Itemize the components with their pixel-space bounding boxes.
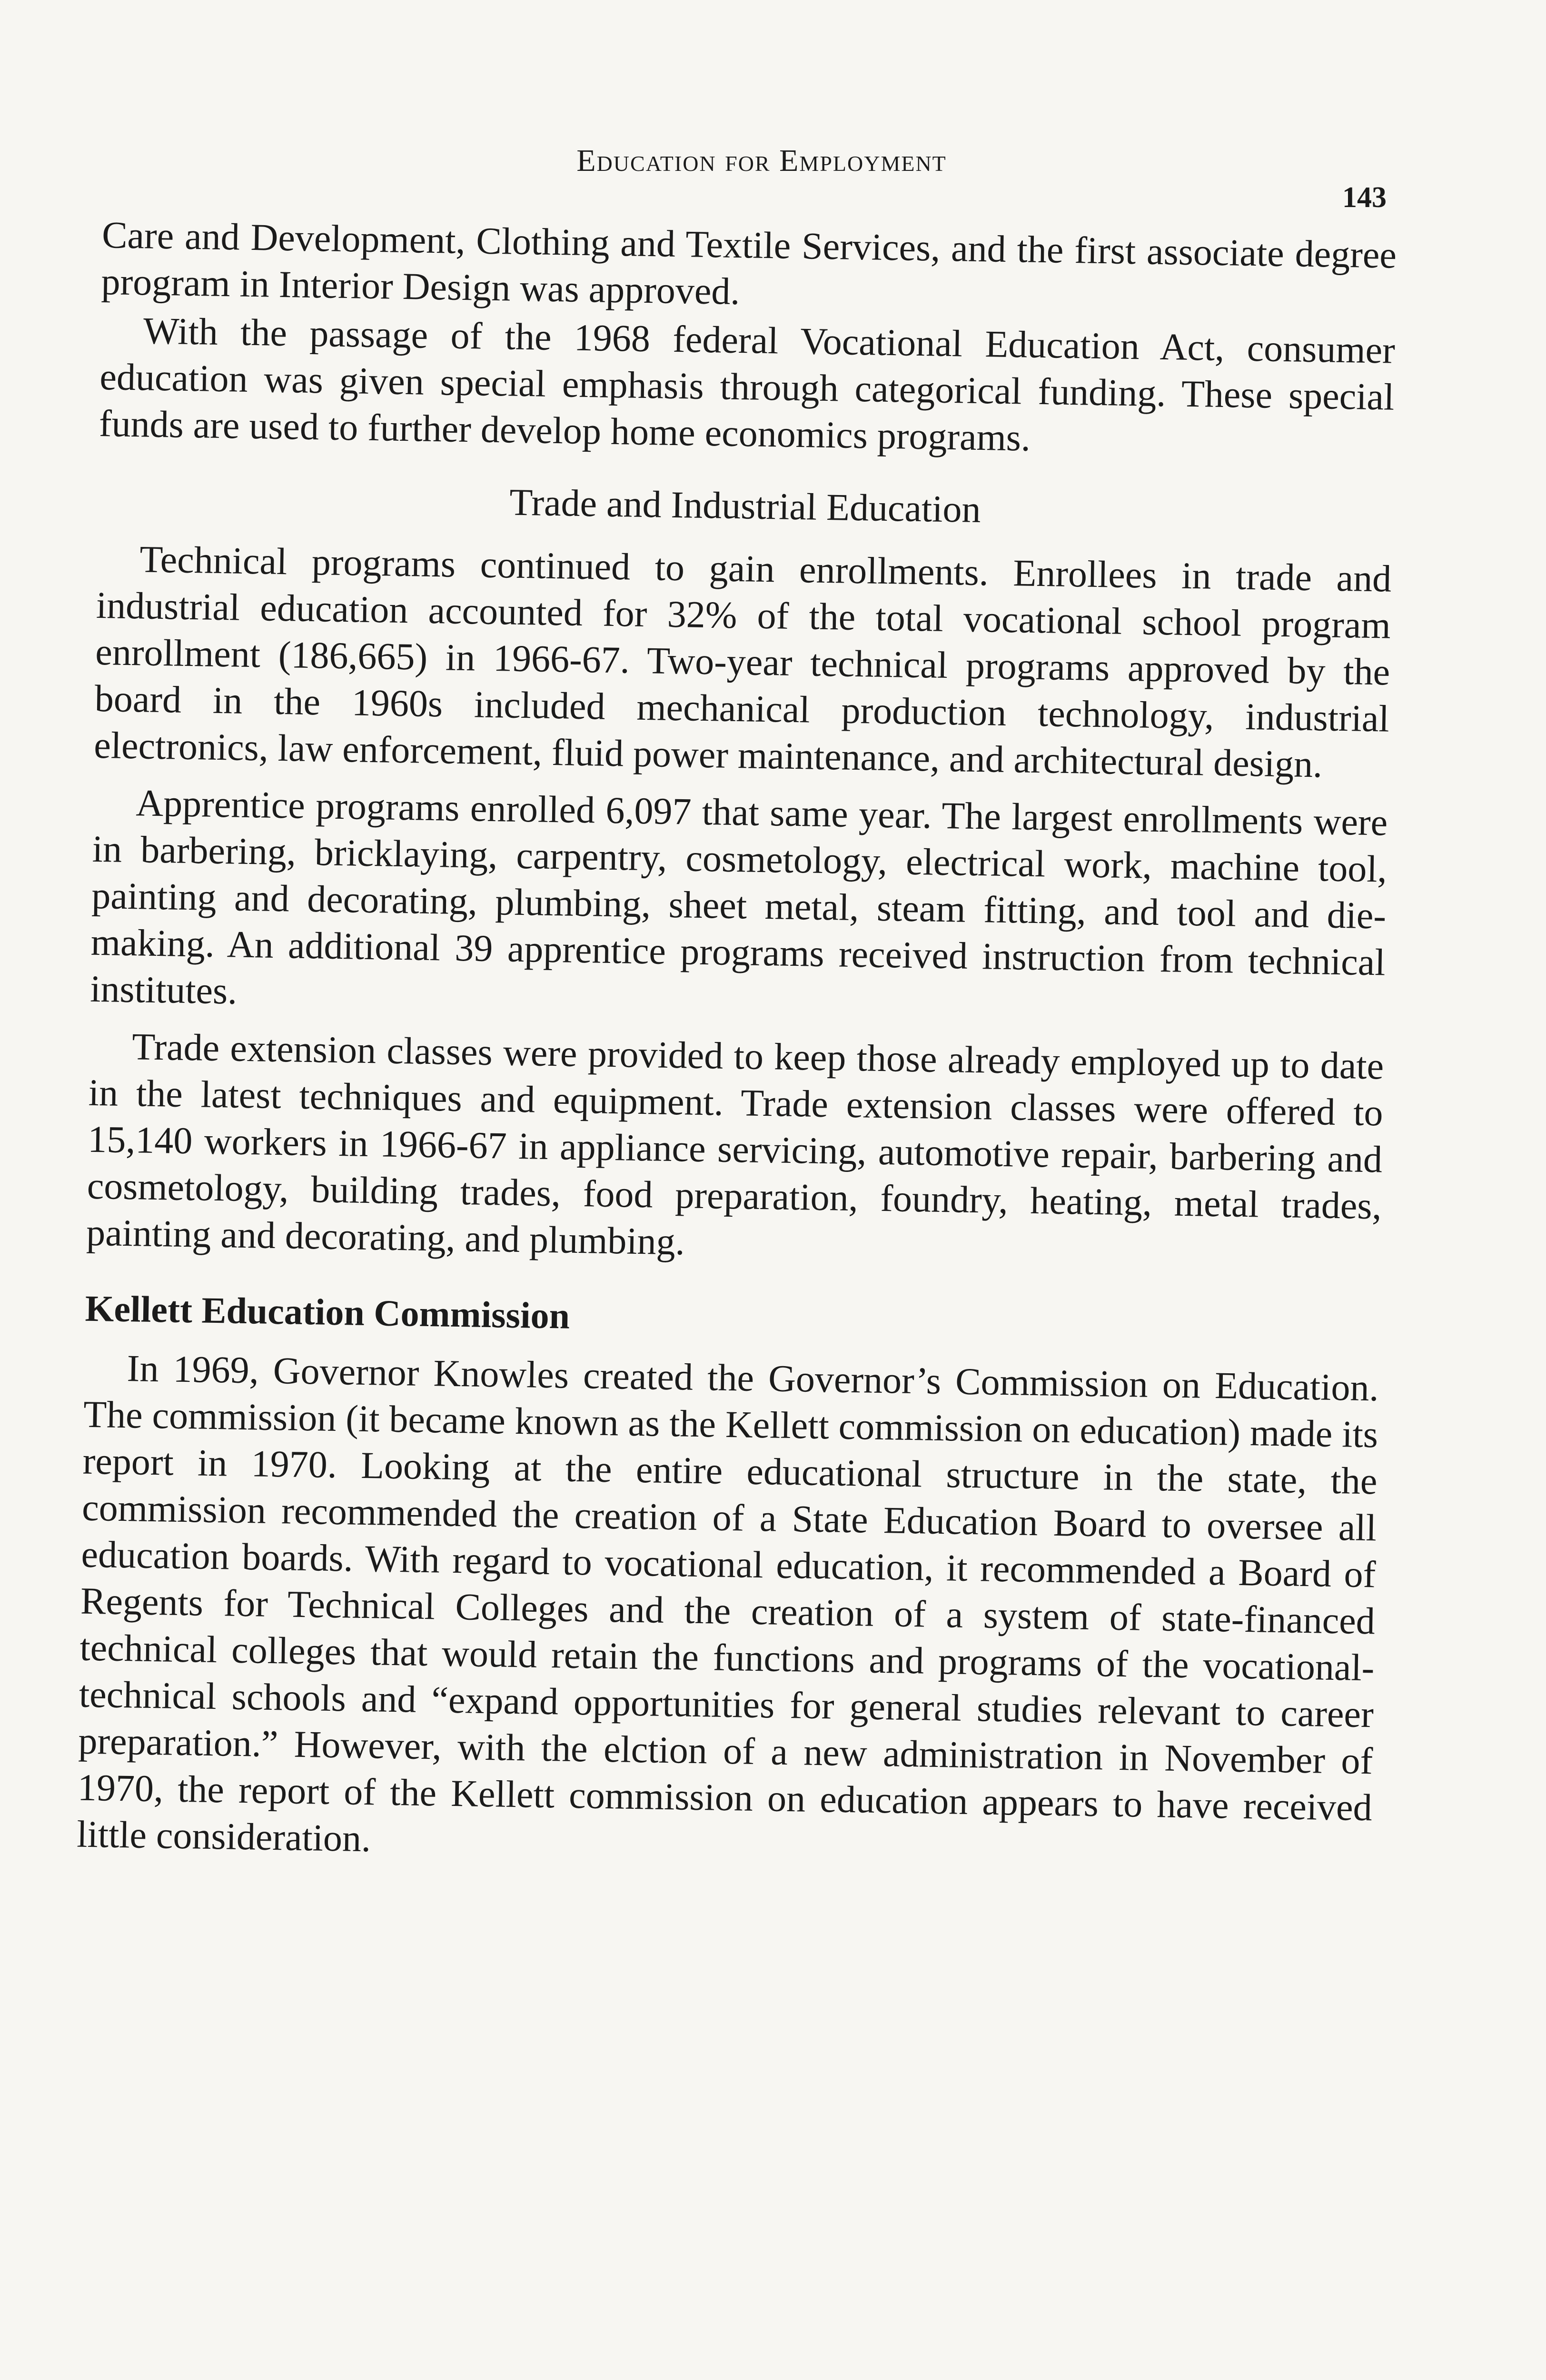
paragraph-vocational-act: With the passage of the 1968 federal Vocational Education Act, consumer education was given special emphasis through categorical funding. These special funds are used to further develop home economics programs. xyxy=(99,310,1396,459)
page-number: 143 xyxy=(1342,181,1387,214)
paragraph-technical-programs: Technical programs continued to gain enrollments. Enrollees in trade and industrial education accounted for 32% of the total vocational school program enrollment (186,665) in 1966-67. Two-year technical programs approved by the board in the 1960s included mechanical production technology, industrial electronics, law enforcement, fluid power maintenance, and architectural design. xyxy=(93,538,1392,786)
paragraph-continuation: Care and Development, Clothing and Textile Services, and the first associate degree program in Interior Design was approved. xyxy=(100,214,1397,313)
section-heading-kellett: Kellett Education Commission xyxy=(85,1287,570,1337)
paragraph-trade-extension: Trade extension classes were provided to keep those already employed up to date in the latest techniques and equipment. Trade extension classes were offered to 15,140 workers in 1966-67 in appliance servicing, automotive repair, barbering and cosmetology, building trades, food preparation, foundry, heating, metal trades, painting and decorating, and plumbing. xyxy=(86,1026,1384,1263)
running-head: Education for Employment xyxy=(576,143,947,178)
body-text xyxy=(77,212,1397,1878)
paragraph-kellett-commission: In 1969, Governor Knowles created the Governor’s Commission on Education. The commission (it became known as the Kellett commission on education) made its report in 1970. Looking at the entire educational structure in the state, the commission recommended the creation of a State Education Board to oversee all education boards. With regard to vocational education, it recommended a Board of Regents for Technical Colleges and the creation of a system of state-financed technical colleges that would retain the functions and programs of the vocational-technical schools and “expand opportunities for general studies relevant to career preparation.” However, with the elction of a new administration in November of 1970, the report of the Kellett commission on education appears to have received little consideration. xyxy=(76,1348,1379,1860)
section-heading-trade-industrial: Trade and Industrial Education xyxy=(509,481,981,531)
paragraph-apprentice-programs: Apprentice programs enrolled 6,097 that same year. The largest enrollments were in barbering, bricklaying, carpentry, cosmetology, electrical work, machine tool, painting and decorating, plumbing, sheet metal, steam fitting, and tool and die-making. An additional 39 apprentice programs received instruction from technical institutes. xyxy=(89,782,1388,1012)
